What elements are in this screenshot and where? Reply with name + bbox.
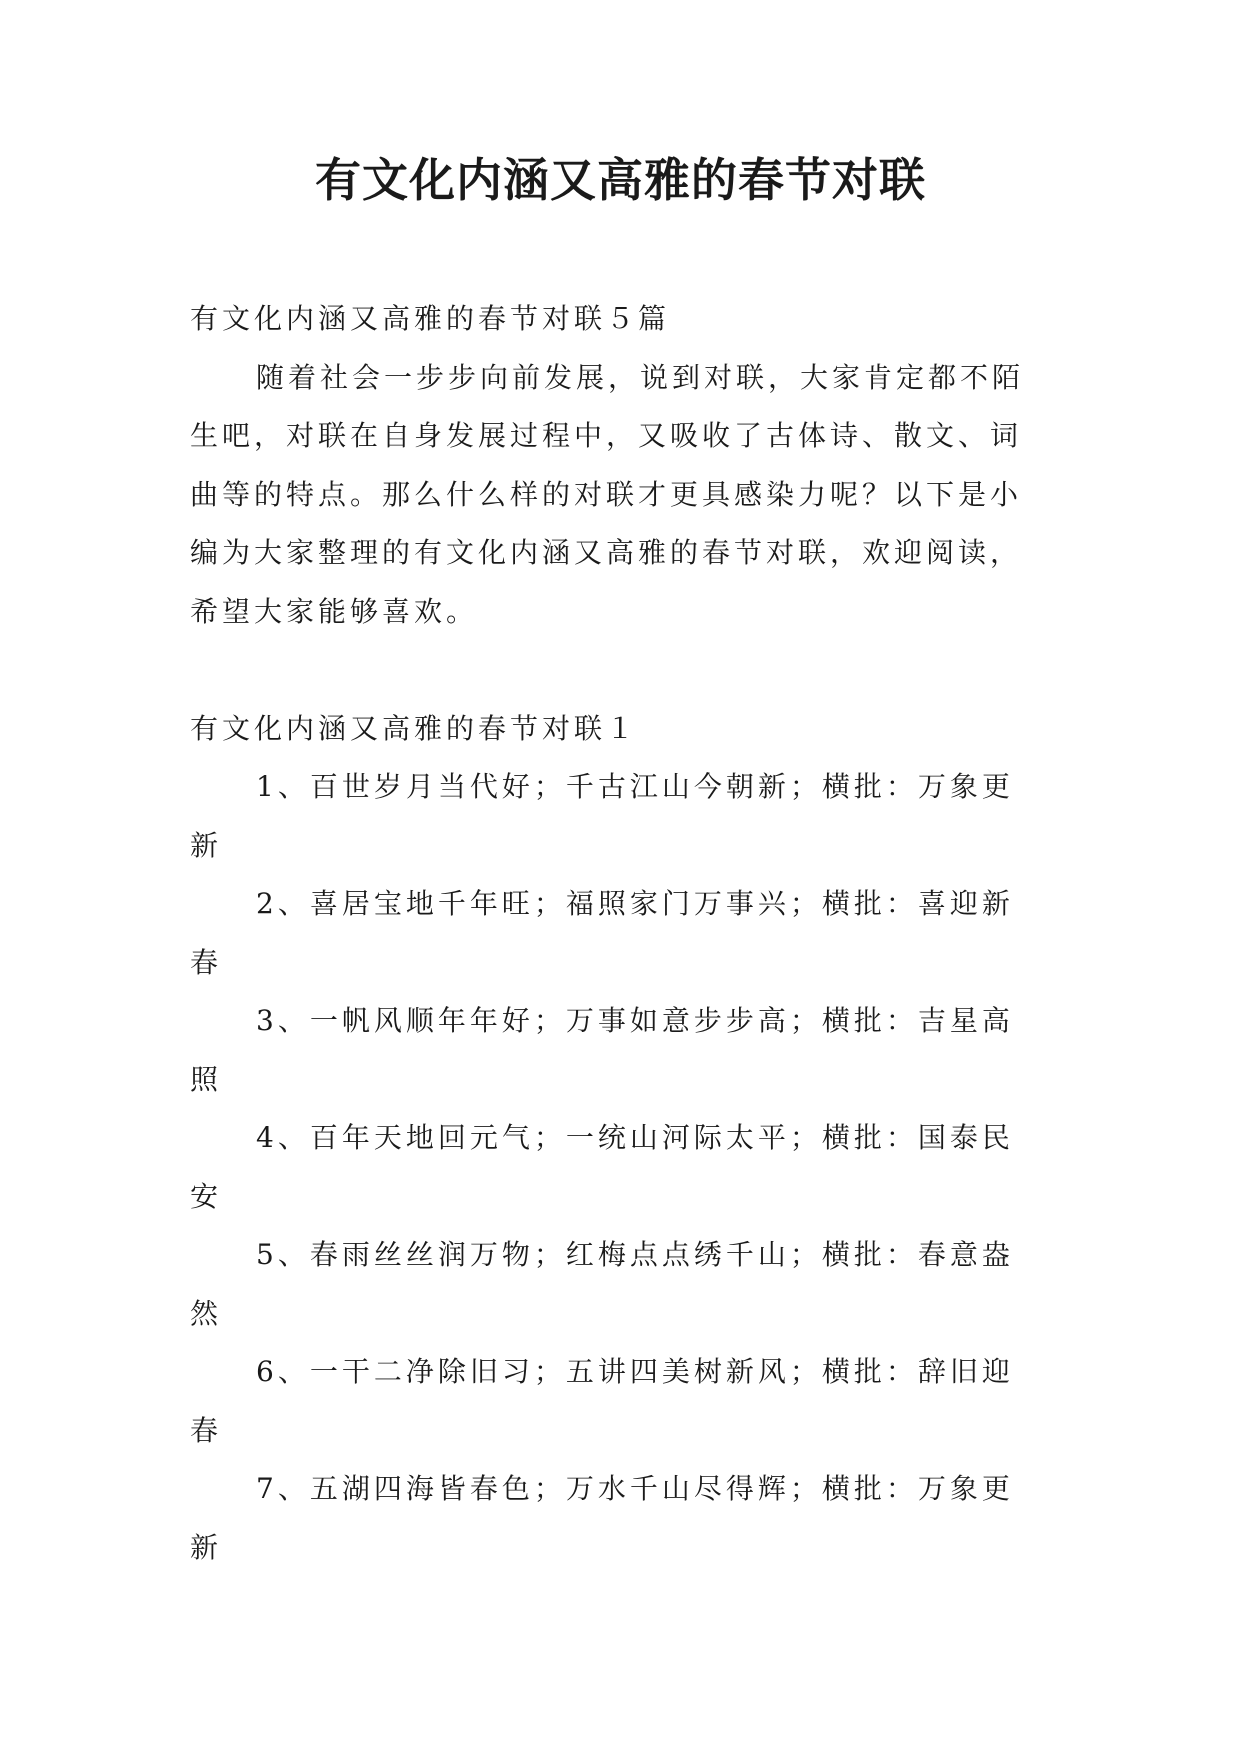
couplet-wrap: 新	[190, 1530, 223, 1564]
couplet-line: 4、百年天地回元气；一统山河际太平；横批：国泰民	[256, 1121, 1014, 1154]
page-title: 有文化内涵又高雅的春节对联	[315, 153, 926, 207]
couplet-item	[190, 992, 1060, 1109]
couplet-item	[190, 1226, 1060, 1343]
couplet-item	[190, 1460, 1060, 1577]
couplet-line: 7、五湖四海皆春色；万水千山尽得辉；横批：万象更	[256, 1472, 1014, 1505]
couplet-list	[190, 758, 1060, 1577]
intro-line: 生吧，对联在自身发展过程中，又吸收了古体诗、散文、词	[190, 419, 1023, 452]
couplet-item	[190, 875, 1060, 992]
couplet-line: 1、百世岁月当代好；千古江山今朝新；横批：万象更	[256, 770, 1014, 803]
section-heading: 有文化内涵又高雅的春节对联１	[190, 711, 639, 745]
couplet-wrap: 春	[190, 945, 223, 979]
subtitle: 有文化内涵又高雅的春节对联５篇	[190, 302, 671, 335]
couplet-line: 5、春雨丝丝润万物；红梅点点绣千山；横批：春意盎	[256, 1238, 1014, 1271]
intro-line: 随着社会一步步向前发展，说到对联，大家肯定都不陌	[256, 360, 1025, 394]
couplet-item	[190, 1343, 1060, 1460]
intro-paragraph	[190, 349, 1060, 642]
couplet-wrap: 照	[190, 1062, 223, 1096]
intro-line: 希望大家能够喜欢。	[190, 594, 479, 628]
intro-line: 编为大家整理的有文化内涵又高雅的春节对联，欢迎阅读，	[190, 536, 1023, 569]
couplet-item	[190, 1109, 1060, 1226]
intro-line: 曲等的特点。那么什么样的对联才更具感染力呢？以下是小	[190, 477, 1023, 511]
couplet-wrap: 然	[190, 1296, 223, 1330]
paragraph-gap	[190, 641, 1060, 700]
couplet-wrap: 安	[190, 1179, 223, 1213]
couplet-wrap: 春	[190, 1413, 223, 1447]
couplet-line: 2、喜居宝地千年旺；福照家门万事兴；横批：喜迎新	[256, 887, 1014, 920]
couplet-wrap: 新	[190, 828, 223, 862]
document-body	[190, 290, 1060, 1577]
couplet-line: 3、一帆风顺年年好；万事如意步步高；横批：吉星高	[256, 1004, 1014, 1037]
couplet-line: 6、一干二净除旧习；五讲四美树新风；横批：辞旧迎	[256, 1355, 1014, 1388]
couplet-item	[190, 758, 1060, 875]
